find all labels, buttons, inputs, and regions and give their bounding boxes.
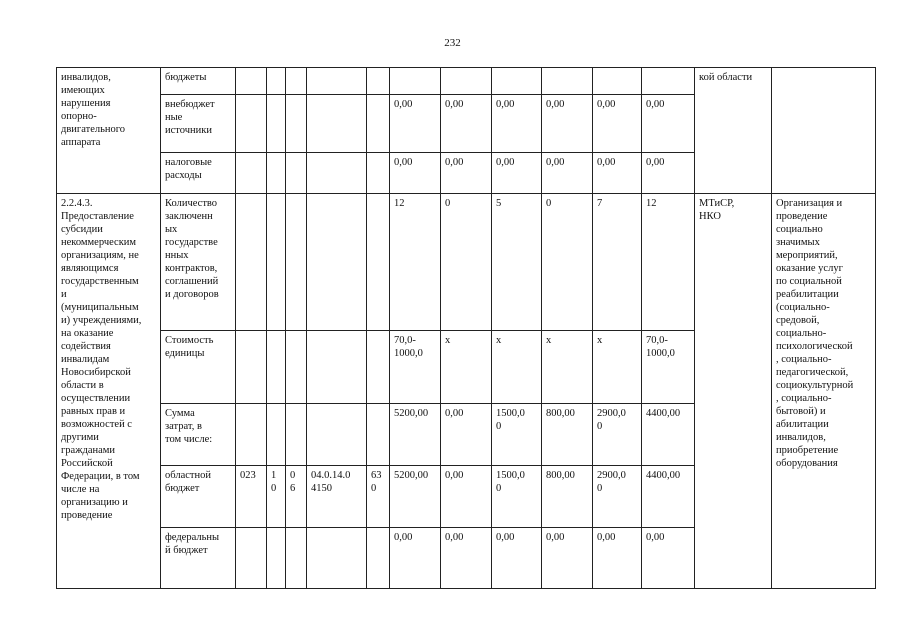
csr-code: 04.0.14.0 4150: [307, 466, 367, 528]
indicator-label: областной бюджет: [161, 466, 236, 528]
program-table: [56, 67, 876, 589]
value-year-3: 0,00: [492, 153, 542, 194]
value-year-4: 800,00: [542, 466, 593, 528]
value-year-1: 0,00: [390, 528, 441, 589]
indicator-label: Стоимость единицы: [161, 331, 236, 404]
value-year-5: 0,00: [593, 528, 642, 589]
executor-cell: МТиСР, НКО: [695, 194, 772, 589]
value-year-4: х: [542, 331, 593, 404]
value-year-1: 12: [390, 194, 441, 331]
value-total: 0,00: [642, 95, 695, 153]
value-total: 70,0- 1000,0: [642, 331, 695, 404]
measure-name-cell: инвалидов, имеющих нарушения опорно- двигательного аппарата: [57, 68, 161, 194]
value-year-1: 70,0- 1000,0: [390, 331, 441, 404]
value-year-2: 0,00: [441, 404, 492, 466]
value-year-5: 2900,0 0: [593, 404, 642, 466]
value-year-5: 0,00: [593, 153, 642, 194]
indicator-label: бюджеты: [161, 68, 236, 95]
value-year-2: 0,00: [441, 95, 492, 153]
indicator-label: внебюджет ные источники: [161, 95, 236, 153]
value-year-3: 0,00: [492, 95, 542, 153]
value-year-3: 0,00: [492, 528, 542, 589]
value-year-3: х: [492, 331, 542, 404]
rz-code: 1 0: [267, 466, 286, 528]
value-year-2: 0,00: [441, 466, 492, 528]
value-year-3: 5: [492, 194, 542, 331]
table-row: [57, 68, 876, 95]
value-year-1: 5200,00: [390, 466, 441, 528]
value-year-4: 0,00: [542, 153, 593, 194]
value-year-3: 1500,0 0: [492, 404, 542, 466]
measure-name-cell: 2.2.4.3. Предоставление субсидии некоммерческим организациям, не являющимся государственным и (муниципальным и) учреждениями, на оказание содействия инвалидам Новосибирской области в осуществлении равных прав и возможностей с другими гражданами Российской Федерации, в том числе на организацию и проведение: [57, 194, 161, 589]
value-year-2: 0: [441, 194, 492, 331]
value-total: 4400,00: [642, 404, 695, 466]
value-year-1: 5200,00: [390, 404, 441, 466]
table-row: [57, 194, 876, 331]
indicator-label: федеральны й бюджет: [161, 528, 236, 589]
value-year-4: 0,00: [542, 528, 593, 589]
value-total: 12: [642, 194, 695, 331]
value-year-5: 0,00: [593, 95, 642, 153]
value-year-4: 800,00: [542, 404, 593, 466]
result-cell: Организация и проведение социально значимых мероприятий, оказание услуг по социальной реабилитации (социально- средовой, социально- психологической , социально- педагогической, социокультурной , социально- бытовой) и абилитации инвалидов, приобретение оборудования: [772, 194, 876, 589]
value-total: 0,00: [642, 153, 695, 194]
value-year-4: 0: [542, 194, 593, 331]
value-year-2: х: [441, 331, 492, 404]
vr-code: 63 0: [367, 466, 390, 528]
value-year-1: 0,00: [390, 153, 441, 194]
value-year-5: 7: [593, 194, 642, 331]
indicator-label: Количество заключенн ых государстве нных контрактов, соглашений и договоров: [161, 194, 236, 331]
indicator-label: Сумма затрат, в том числе:: [161, 404, 236, 466]
result-cell: [772, 68, 876, 194]
value-year-4: 0,00: [542, 95, 593, 153]
value-year-5: х: [593, 331, 642, 404]
pr-code: 0 6: [286, 466, 307, 528]
value-year-3: 1500,0 0: [492, 466, 542, 528]
value-total: 0,00: [642, 528, 695, 589]
page-number: 232: [444, 37, 461, 49]
value-year-2: 0,00: [441, 528, 492, 589]
executor-cell: кой области: [695, 68, 772, 194]
value-total: 4400,00: [642, 466, 695, 528]
value-year-2: 0,00: [441, 153, 492, 194]
grbs-code: 023: [236, 466, 267, 528]
indicator-label: налоговые расходы: [161, 153, 236, 194]
value-year-1: 0,00: [390, 95, 441, 153]
value-year-5: 2900,0 0: [593, 466, 642, 528]
